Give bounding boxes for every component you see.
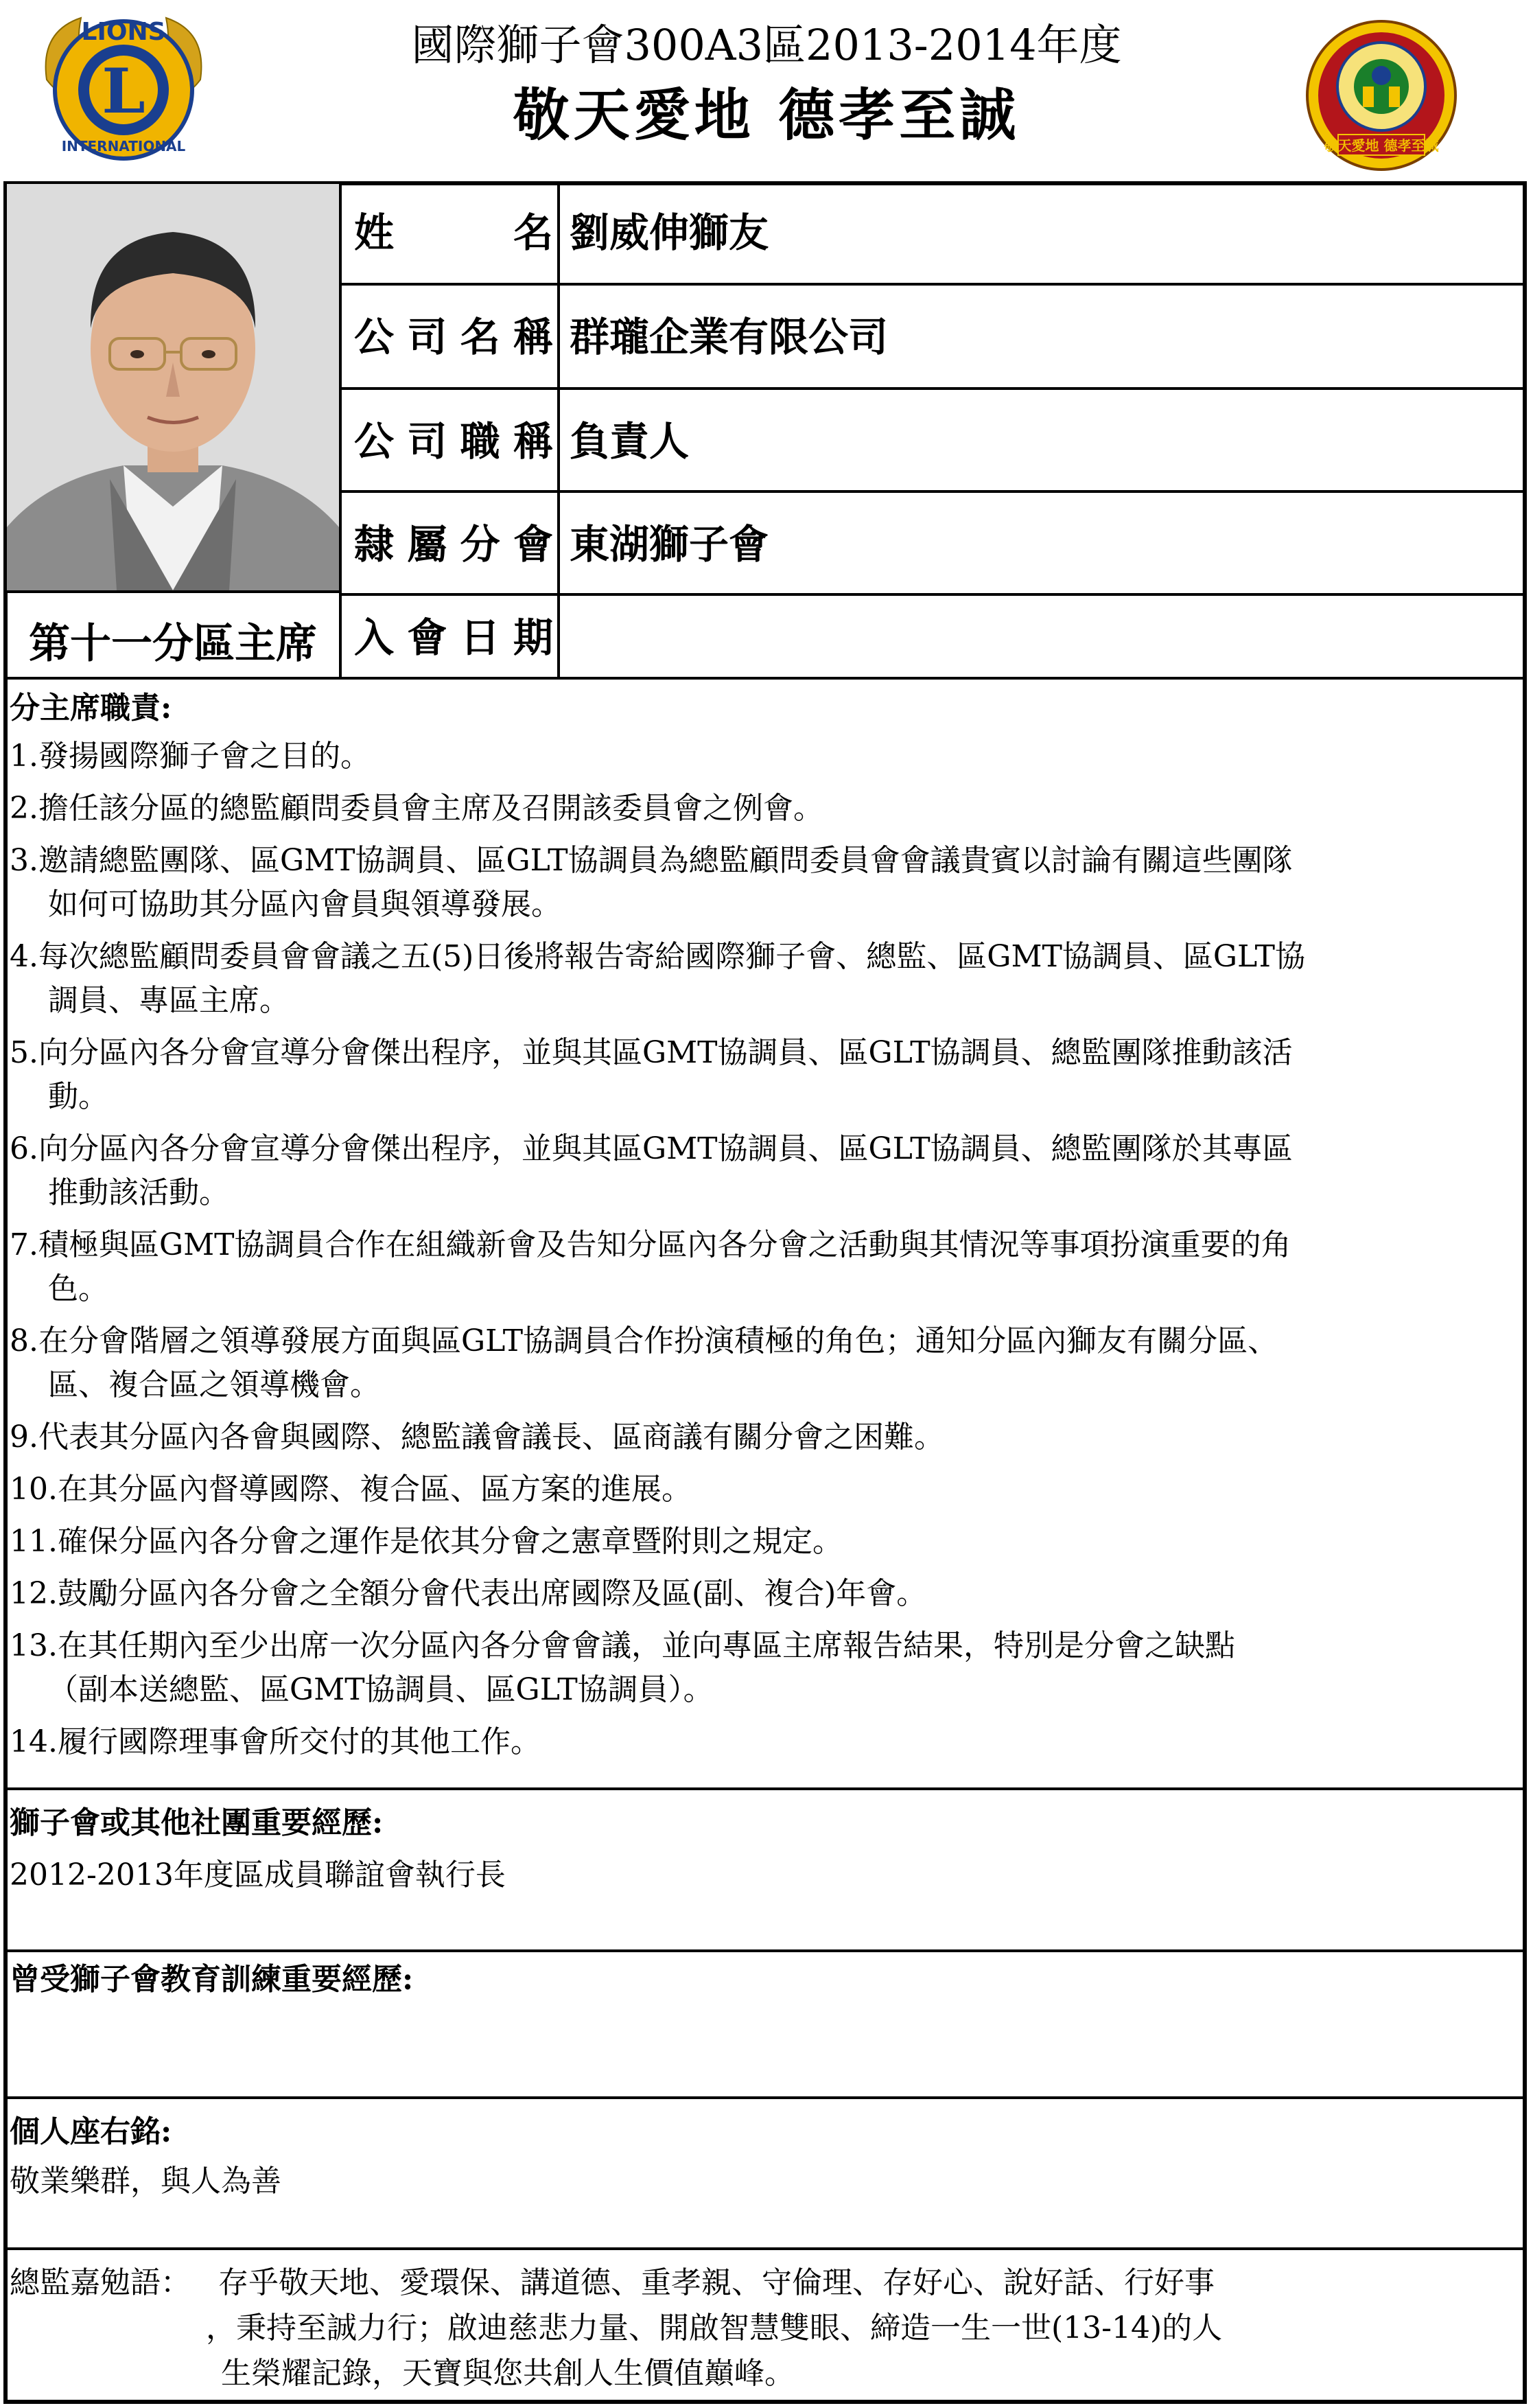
page-motto: 敬天愛地 德孝至誠 [513, 82, 1020, 148]
duty-item: 9.代表其分區內各會與國際、總監議會議長、區商議有關分會之困難。 [10, 1420, 944, 1455]
row-divider [339, 387, 1523, 390]
section-divider [7, 1949, 1523, 1952]
emblem-caption: 敬天愛地 德孝至誠 [1324, 137, 1439, 154]
row-divider [339, 490, 1523, 493]
field-value-company: 群瓏企業有限公司 [570, 314, 889, 360]
duties-section [10, 686, 1519, 1772]
lions-logo-bottom-text: INTERNATIONAL [61, 138, 186, 154]
duty-item: 4.每次總監顧問委員會會議之五(5)日後將報告寄給國際獅子會、總監、區GMT協調員、區GLT協 調員、專區主席。 [10, 939, 1305, 1018]
experience-heading: 獅子會或其他社團重要經歷: [10, 1805, 384, 1840]
duty-item: 2.擔任該分區的總監顧問委員會主席及召開該委員會之例會。 [10, 791, 823, 826]
section-divider [7, 677, 1523, 680]
duty-item: 1.發揚國際獅子會之目的。 [10, 739, 371, 774]
field-label-club: 隸屬分會 [354, 521, 553, 568]
photo-divider [339, 184, 342, 678]
training-heading: 曾受獅子會教育訓練重要經歷: [10, 1962, 414, 1997]
field-value-job-title: 負責人 [570, 418, 690, 465]
position-title: 第十一分區主席 [29, 620, 317, 668]
governor-label: 總監嘉勉語： [10, 2265, 191, 2300]
photo-bottom-divider [7, 590, 339, 593]
duty-item: 5.向分區內各分會宣導分會傑出程序，並與其區GMT協調員、區GLT協調員、總監團隊推動該活 動。 [10, 1035, 1293, 1114]
section-divider [7, 1787, 1523, 1790]
experience-content: 2012-2013年度區成員聯誼會執行長 [10, 1857, 506, 1892]
duty-item: 6.向分區內各分會宣導分會傑出程序，並與其區GMT協調員、區GLT協調員、總監團隊於其專區 推動該活動。 [10, 1131, 1293, 1210]
duty-item: 8.在分會階層之領導發展方面與區GLT協調員合作扮演積極的角色；通知分區內獅友有關分區、 區、複合區之領導機會。 [10, 1323, 1278, 1402]
duty-item: 10.在其分區內督導國際、複合區、區方案的進展。 [10, 1472, 692, 1507]
lions-logo-top-text: LIONS [81, 18, 166, 46]
field-label-company: 公司名稱 [354, 314, 553, 360]
field-value-name: 劉威伸獅友 [570, 209, 769, 256]
district-emblem-icon [1304, 18, 1459, 173]
field-label-job-title: 公司職稱 [354, 418, 553, 465]
duty-item: 13.在其任期內至少出席一次分區內各分會會議，並向專區主席報告結果，特別是分會之缺點 （副本送總監、區GMT協調員、區GLT協調員）。 [10, 1628, 1235, 1707]
field-label-name: 姓 名 [354, 209, 554, 256]
field-label-join-date: 入會日期 [354, 614, 553, 661]
lions-logo-letter: L [102, 55, 145, 128]
duty-item: 12.鼓勵分區內各分會之全額分會代表出席國際及區(副、複合)年會。 [10, 1576, 927, 1611]
row-divider [339, 593, 1523, 596]
duties-heading: 分主席職責: [10, 691, 172, 726]
duty-item: 11.確保分區內各分會之運作是依其分會之憲章暨附則之規定。 [10, 1524, 843, 1559]
duty-item: 14.履行國際理事會所交付的其他工作。 [10, 1724, 541, 1759]
label-divider [557, 184, 560, 678]
duty-item: 7.積極與區GMT協調員合作在組織新會及告知分區內各分會之活動與其情況等事項扮演重要的角 色。 [10, 1227, 1291, 1306]
governor-line-3: 生榮耀記錄，天寶與您共創人生價值巔峰。 [221, 2356, 795, 2391]
personal-motto-heading: 個人座右銘: [10, 2114, 172, 2149]
duty-item: 3.邀請總監團隊、區GMT協調員、區GLT協調員為總監顧問委員會會議貴賓以討論有關這些團隊 如何可協助其分區內會員與領導發展。 [10, 843, 1293, 922]
personal-motto-content: 敬業樂群，與人為善 [10, 2164, 281, 2199]
field-value-club: 東湖獅子會 [570, 521, 769, 568]
page-title: 國際獅子會300A3區2013-2014年度 [411, 20, 1122, 70]
section-divider [7, 2247, 1523, 2250]
row-divider [339, 283, 1523, 286]
governor-line-1: 存乎敬天地、愛環保、講道德、重孝親、守倫理、存好心、說好話、行好事 [218, 2265, 1215, 2300]
section-divider [7, 2096, 1523, 2099]
member-photo [7, 184, 339, 590]
governor-line-2: ，秉持至誠力行；啟迪慈悲力量、開啟智慧雙眼、締造一生一世(13-14)的人 [206, 2311, 1223, 2346]
